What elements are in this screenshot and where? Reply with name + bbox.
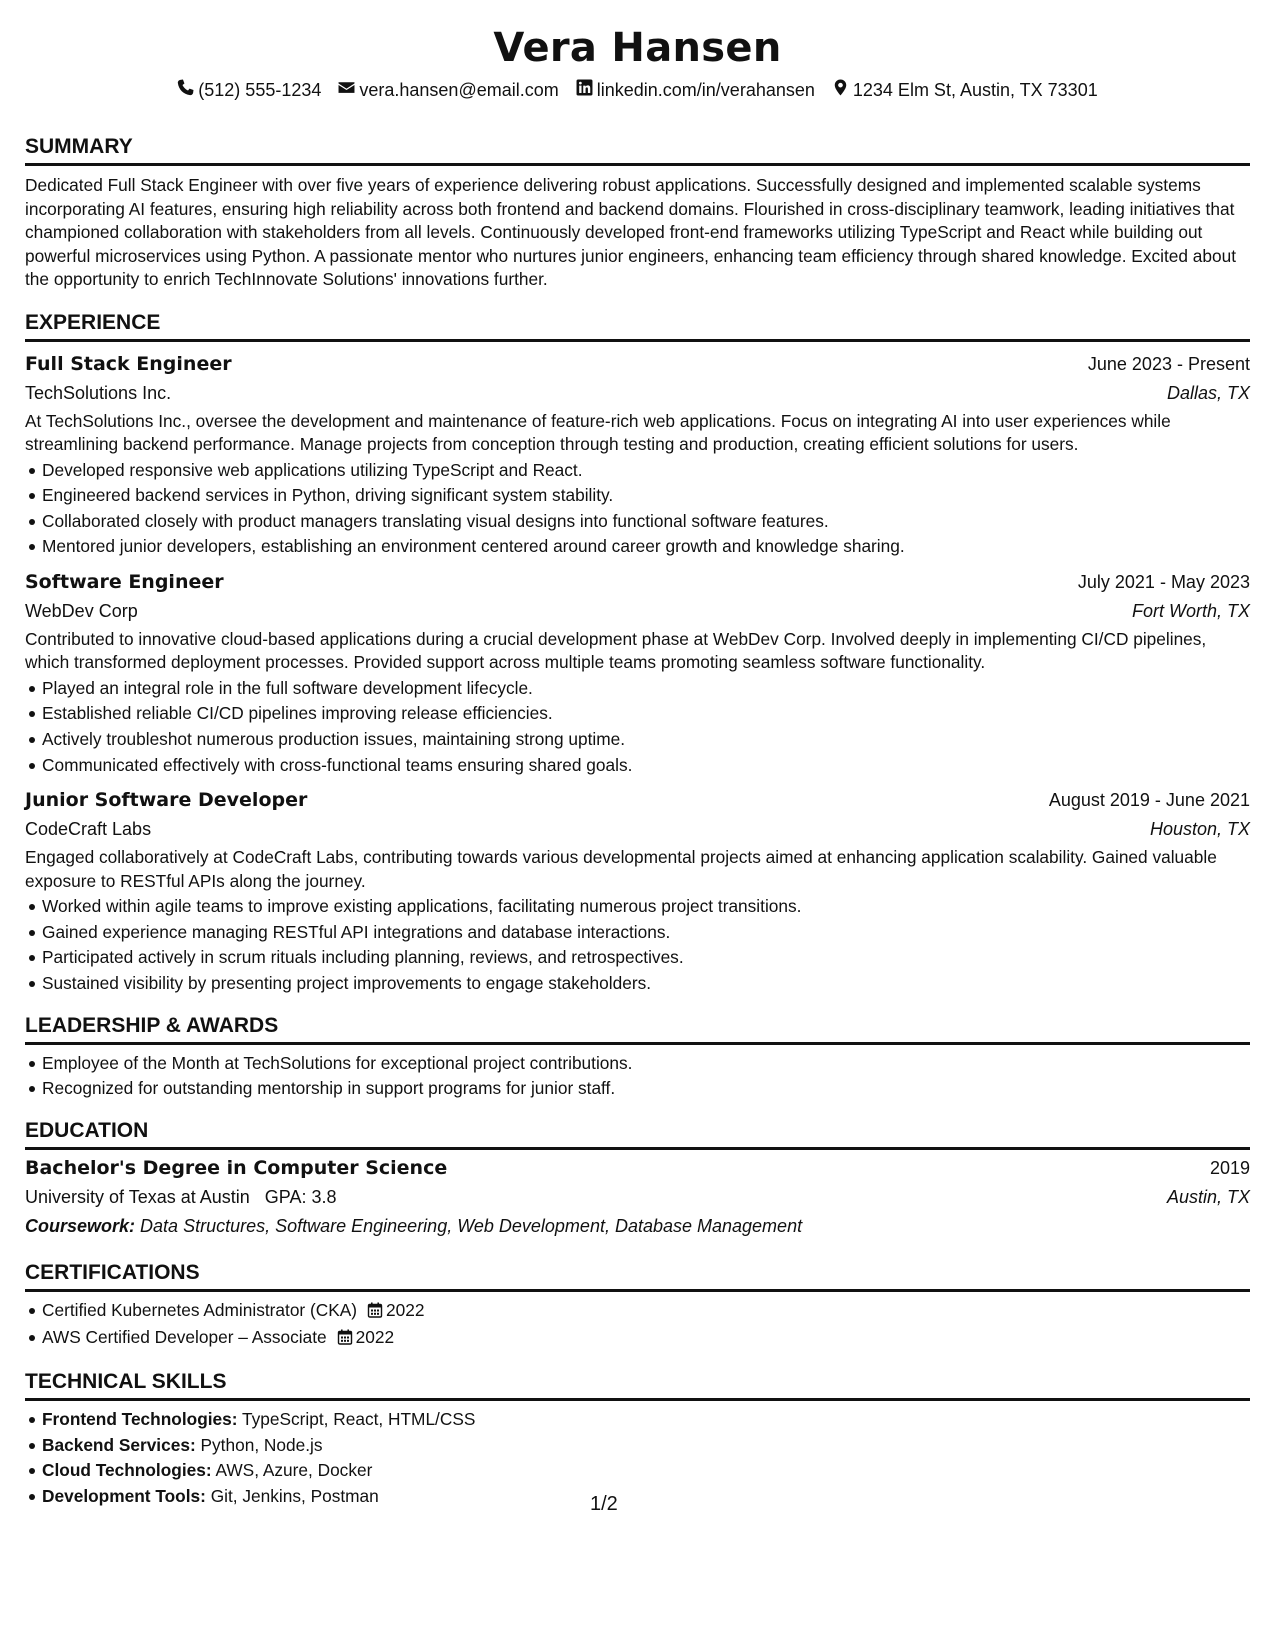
experience-heading: EXPERIENCE [25,310,1250,342]
calendar-icon [367,1300,383,1326]
calendar-icon [337,1327,353,1353]
job-dates: August 2019 - June 2021 [1048,790,1250,811]
coursework-line [25,1212,1250,1240]
skill-value: Python, Node.js [200,1434,323,1455]
job-company: WebDev Corp [25,600,138,621]
school-name: University of Texas at Austin [25,1186,250,1207]
certification-item [25,1298,1250,1326]
skill-label: Cloud Technologies: [42,1460,212,1481]
job-bullets [25,458,1250,560]
candidate-name: Vera Hansen [493,25,782,71]
job-bullet: Communicated effectively with cross-functional teams ensuring shared goals. [25,753,1250,779]
job-bullet: Mentored junior developers, establishing an environment centered around career growth and knowledge sharing. [25,534,1250,560]
job-bullet: Worked within agile teams to improve existing applications, facilitating numerous project transitions. [25,894,1250,920]
job-description: Engaged collaboratively at CodeCraft Labs, contributing towards various developmental projects aimed at enhancing application scalability. Gained valuable exposure to RESTful APIs along the journey. [25,847,1217,891]
certification-year: 2022 [355,1327,395,1348]
phone-text: (512) 555-1234 [198,80,322,100]
email-link[interactable]: vera.hansen@email.com [359,80,559,100]
job-bullets [25,676,1250,778]
contact-phone [177,78,321,102]
address-text: 1234 Elm St, Austin, TX 73301 [852,80,1098,100]
leadership-list [25,1051,1250,1102]
job-location: Dallas, TX [1166,382,1250,403]
job-company: TechSolutions Inc. [25,382,172,403]
job-bullet: Developed responsive web applications utilizing TypeScript and React. [25,458,1250,484]
gpa: GPA: 3.8 [264,1186,337,1207]
job-location: Houston, TX [1149,819,1250,840]
job-bullet: Actively troubleshot numerous production issues, maintaining strong uptime. [25,727,1250,753]
leadership-heading: LEADERSHIP & AWARDS [25,1013,1250,1045]
job-bullet: Gained experience managing RESTful API integrations and database interactions. [25,920,1250,946]
job-entry [25,568,1250,778]
school-location: Austin, TX [1166,1186,1250,1207]
phone-icon [177,78,194,102]
job-location: Fort Worth, TX [1131,600,1250,621]
job-title: Junior Software Developer [25,789,308,812]
job-bullet: Engineered backend services in Python, driving significant system stability. [25,483,1250,509]
coursework-list: Data Structures, Software Engineering, Web Development, Database Management [140,1215,803,1236]
skill-label: Frontend Technologies: [42,1409,238,1429]
job-title: Full Stack Engineer [25,352,232,375]
map-pin-icon [832,78,849,102]
skill-value: TypeScript, React, HTML/CSS [242,1409,476,1429]
certification-name: AWS Certified Developer – Associate [42,1327,327,1348]
education-heading: EDUCATION [25,1118,1250,1150]
summary-text: Dedicated Full Stack Engineer with over five years of experience delivering robust applications. Successfully designed and implemented scalable systems incorporating AI features, ensuring high reliability across both frontend and backend domains. Flourished in cross-disciplinary teamwork, leading initiatives that championed collaboration with stakeholders from all levels. Continuously developed front-end frameworks utilizing TypeScript and React while building out powerful microservices using Python. A passionate mentor who nurtures junior engineers, enhancing team efficiency through shared knowledge. Excited about the opportunity to enrich TechInnovate Solutions' innovations further. [25,175,1237,289]
skill-value: Git, Jenkins, Postman [210,1485,379,1506]
job-entry [25,786,1250,996]
award-item: Recognized for outstanding mentorship in support programs for junior staff. [25,1076,1250,1102]
envelope-icon [338,78,355,102]
job-bullet: Sustained visibility by presenting project improvements to engage stakeholders. [25,971,1250,997]
coursework-label: Coursework: [25,1215,136,1236]
contact-linkedin[interactable] [576,78,815,102]
degree-title: Bachelor's Degree in Computer Science [25,1156,448,1179]
contact-address [832,78,1098,102]
skill-value: AWS, Azure, Docker [215,1460,373,1481]
skill-item [25,1433,1250,1459]
graduation-year: 2019 [1209,1157,1250,1178]
job-title: Software Engineer [25,570,224,593]
job-bullet: Participated actively in scrum rituals including planning, reviews, and retrospectives. [25,945,1250,971]
contact-info [25,78,1250,102]
certification-year: 2022 [386,1299,425,1320]
job-bullets [25,894,1250,996]
skill-label: Backend Services: [42,1434,196,1455]
linkedin-link[interactable]: linkedin.com/in/verahansen [596,80,815,100]
skills-list [25,1407,1250,1509]
school-line [25,1182,337,1212]
summary-heading: SUMMARY [25,134,1250,166]
job-dates: July 2021 - May 2023 [1077,571,1250,592]
linkedin-icon [576,78,593,102]
job-description: At TechSolutions Inc., oversee the development and maintenance of feature-rich web applications. Focus on integrating AI into user experiences while streamlining backend performance. Manage projects from conception through testing and production, creating efficient solutions for users. [25,410,1171,454]
skill-item [25,1458,1250,1484]
skills-heading: TECHNICAL SKILLS [25,1369,1250,1401]
skill-item [25,1484,1250,1510]
certification-name: Certified Kubernetes Administrator (CKA) [42,1299,358,1320]
contact-email[interactable] [338,78,558,102]
education-entry [25,1154,1250,1240]
certifications-list [25,1298,1250,1353]
job-bullet: Collaborated closely with product managers translating visual designs into functional software features. [25,509,1250,535]
page-number: 1/2 [590,1493,618,1515]
job-entry [25,350,1250,560]
skill-item [25,1407,1250,1433]
job-company: CodeCraft Labs [25,819,152,840]
job-dates: June 2023 - Present [1087,353,1250,374]
certifications-heading: CERTIFICATIONS [25,1260,1250,1292]
job-description: Contributed to innovative cloud-based applications during a crucial development phase at WebDev Corp. Involved deeply in implementing CI/CD pipelines, which transformed deployment processes. Provided support across multiple teams promoting seamless software functionality. [25,628,1207,673]
job-bullet: Played an integral role in the full software development lifecycle. [25,676,1250,702]
job-bullet: Established reliable CI/CD pipelines improving release efficiencies. [25,701,1250,727]
award-item: Employee of the Month at TechSolutions for exceptional project contributions. [25,1051,1250,1077]
certification-item [25,1325,1250,1353]
skill-label: Development Tools: [42,1485,206,1506]
